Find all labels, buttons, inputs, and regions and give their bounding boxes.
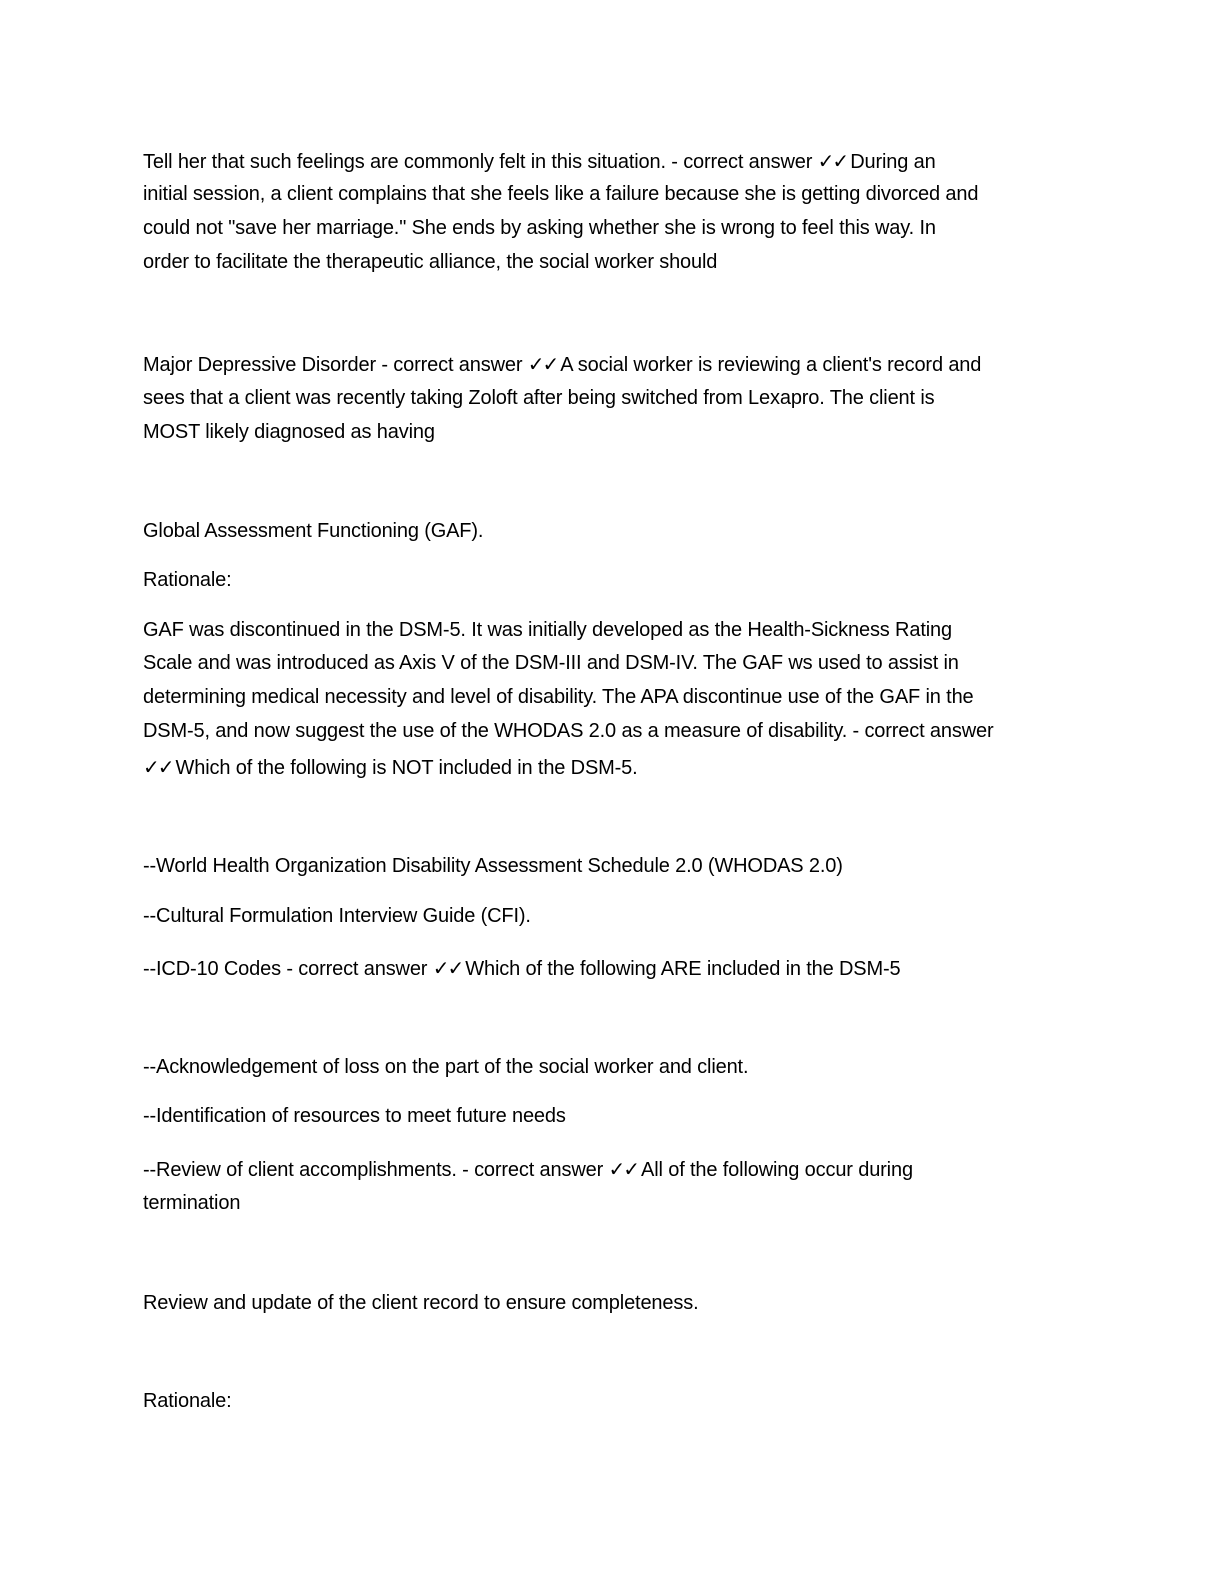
text-line: Scale and was introduced as Axis V of the DSM-III and DSM-IV. The GAF ws used to assist in [143,652,959,674]
text-line: termination [143,1192,241,1214]
checkmark-icon: ✓✓ [817,149,848,173]
text-line: Rationale: [143,569,232,591]
checkmark-icon: ✓✓ [432,956,463,980]
line-text: During an [850,151,936,173]
text-line: --Acknowledgement of loss on the part of the social worker and client. [143,1056,749,1078]
text-line: GAF was discontinued in the DSM-5. It was initially developed as the Health-Sickness Rating [143,619,952,641]
checkmark-icon: ✓✓ [527,352,558,376]
text-line [143,1157,1083,1182]
text-line [143,755,1083,780]
text-line: Review and update of the client record to ensure completeness. [143,1292,699,1314]
line-text: Major Depressive Disorder - correct answer [143,354,528,376]
text-line [143,956,1083,981]
text-line: DSM-5, and now suggest the use of the WHODAS 2.0 as a measure of disability. - correct answer [143,720,994,742]
text-line: determining medical necessity and level of disability. The APA discontinue use of the GAF in the [143,686,974,708]
text-line: Global Assessment Functioning (GAF). [143,520,484,542]
text-line: --Identification of resources to meet future needs [143,1105,566,1127]
checkmark-icon: ✓✓ [143,755,173,779]
checkmark-icon: ✓✓ [608,1157,639,1181]
line-text: --Review of client accomplishments. - correct answer [143,1159,609,1181]
line-text: --ICD-10 Codes - correct answer [143,958,433,980]
line-text: Tell her that such feelings are commonly felt in this situation. - correct answer [143,151,818,173]
text-line: Rationale: [143,1390,232,1412]
text-line [143,352,1083,377]
text-line: initial session, a client complains that she feels like a failure because she is getting divorced and [143,183,979,205]
line-text: All of the following occur during [641,1159,913,1181]
text-line: could not "save her marriage." She ends by asking whether she is wrong to feel this way. In [143,217,936,239]
line-text: A social worker is reviewing a client's record and [560,354,982,376]
line-text: Which of the following ARE included in the DSM-5 [465,958,901,980]
text-line: --Cultural Formulation Interview Guide (CFI). [143,905,531,927]
text-line: MOST likely diagnosed as having [143,421,435,443]
text-line: sees that a client was recently taking Zoloft after being switched from Lexapro. The client is [143,387,935,409]
text-line: order to facilitate the therapeutic alliance, the social worker should [143,251,718,273]
line-text: Which of the following is NOT included in the DSM-5. [175,757,638,779]
text-line: --World Health Organization Disability Assessment Schedule 2.0 (WHODAS 2.0) [143,855,843,877]
text-line [143,149,1083,174]
